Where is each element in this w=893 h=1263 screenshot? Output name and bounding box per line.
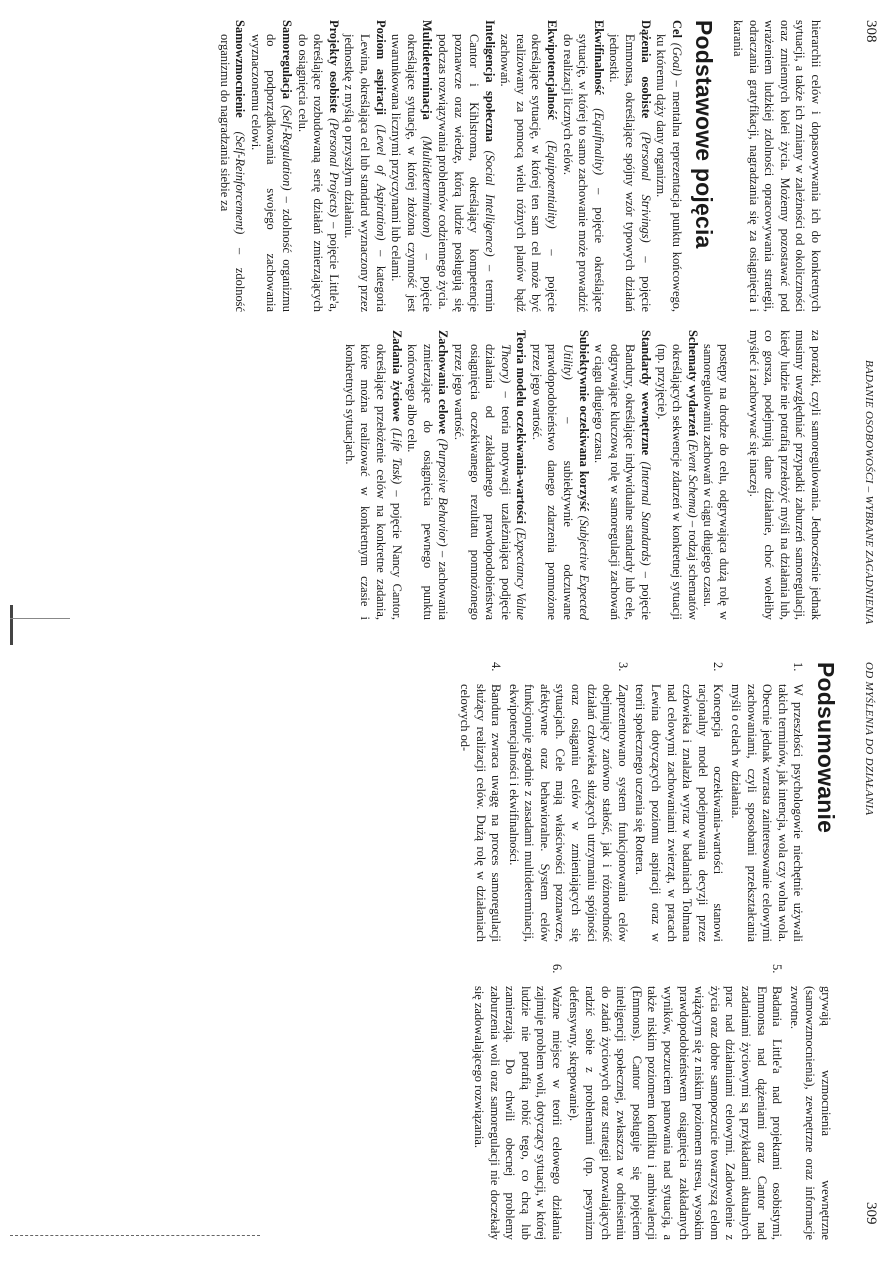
glossary-definition: – teoria motywacji uzależniająca podjęcie działania od zakładanego prawdopodobieństwa osiągnięcia oczekiwanego rezultatu pomnożonego przez jego wartość. xyxy=(451,344,513,620)
summary-item-text: Zaprezentowano system funkcjonowania celów obejmujący zarówno stałość, jak i różnorodność działań człowieka służących utrzymaniu spójności oraz osiąganiu celów w zmieniających się sytuacjach. Cele mają właściwości poznawcze, afektywne oraz behawioralne. System celów funkcjonuje zgodnie z zasadami multideterminacji, ekwipotencjalności i ekwifinalności. xyxy=(506,684,630,942)
summary-item xyxy=(632,662,726,942)
glossary-entry xyxy=(341,20,388,312)
glossary-definition: – pojęcie określające sytuację, w której złożona czynność jest uwarunkowana licznymi przyczynami lub celami. xyxy=(389,34,435,312)
summary-item-text: W przeszłości psychologowie niechętnie używali takich terminów, jak intencja, wola czy wolna wola. Obecnie jednak wzrasta zainteresowanie celowymi zachowaniami, czyli sposobami przekształcania myśli o celach w działania. xyxy=(729,684,806,942)
glossary-term: Schematy wydarzeń xyxy=(685,330,700,437)
glossary-entry xyxy=(216,20,247,312)
summary-list-right xyxy=(470,964,833,1240)
glossary-term: Poziom aspiracji xyxy=(373,20,388,115)
glossary-entry xyxy=(388,20,435,312)
glossary-list-right xyxy=(341,330,731,620)
glossary-definition: – pojęcie Emmonsa, określające spójny wzór typowych działań jednostki. xyxy=(607,34,653,312)
summary-item xyxy=(505,662,630,942)
glossary-definition: – pojęcie określające sytuację, w której ten sam cel może być realizowany za pomocą wielu różnych planów bądź zachowań. xyxy=(498,34,560,312)
glossary-term: Teoria modelu oczekiwania-wartości xyxy=(514,330,529,524)
glossary-definition: – termin Cantor i Kihlstroma, określający kompetencje poznawcze oraz wiedzę, którą ludzie posługują się podczas rozwiązywania problemów codziennego życia. xyxy=(435,34,497,312)
summary-item-text: Koncepcja oczekiwania-wartości stanowi racjonalny model podejmowania decyzji przez człowieka i znalazła wyraz w badaniach Tolmana nad celowymi zachowaniami zwierząt, w pracach Lewina dotyczących poziomu aspiracji oraz w teorii społecznego uczenia się Rottera. xyxy=(633,684,726,942)
glossary-definition: – zdolność organizmu do podporządkowania swojego zachowania wyznaczonemu celowi. xyxy=(248,34,294,312)
summary-item-text: Bandura zwraca uwagę na proces samoregulacji służący realizacji celów. Dużą rolę w działaniach celowych od- xyxy=(457,684,504,942)
intro-paragraph-right: za porażki, czyli samoregulowania. Jednocześnie jednak musimy uwzględniać przypadki zaburzeń samoregulacji, kiedy ludzie nie potrafią przełożyć myśli na działania lub, co gorsza, podejmują dane działanie, choć wolełiby myśleć i zachowywać się inaczej. xyxy=(746,330,823,620)
summary-item-number: 1. xyxy=(791,662,806,672)
glossary-term: Standardy wewnętrzne xyxy=(639,330,654,456)
page-309 xyxy=(0,632,893,1263)
glossary-entry xyxy=(700,330,731,620)
summary-list-left xyxy=(456,662,805,942)
summary-item xyxy=(456,662,503,942)
glossary-definition: – zdolność organizmu do nagradzania siebie za xyxy=(217,34,248,312)
glossary-english-term: (Self-Regulation) xyxy=(280,105,294,191)
glossary-english-term: (Equifinality) xyxy=(591,108,606,175)
scan-edge xyxy=(10,1235,260,1236)
page-309-left-column xyxy=(454,662,839,942)
glossary-entry xyxy=(653,20,684,312)
glossary-term: Ekwipotencjalność xyxy=(545,20,560,120)
glossary-definition: – rodzaj schematów określających sekwencje zdarzeń w konkretnej sytuacji (np. przyjęcie). xyxy=(654,344,700,620)
glossary-term: Subiektywnie oczekiwana korzyść xyxy=(576,330,591,512)
glossary-english-term: (Level of Aspiration) xyxy=(373,124,388,241)
glossary-definition: – pojęcie Nancy Cantor, określające przełożenie celów na konkretne zadania, które można realizować w konkretnym czasie i konkretnych sytuacjach. xyxy=(342,344,404,620)
glossary-definition: – subiektywnie odczuwane prawdopodobieństwo danego zdarzenia pomnożone przez jego wartość. xyxy=(529,344,576,620)
glossary-english-term: (Personal Projects) xyxy=(326,118,341,218)
glossary-term: Zachowania celowe xyxy=(436,330,451,435)
glossary-term: Samowzmocnienie xyxy=(233,20,248,118)
glossary-entry xyxy=(450,330,528,620)
glossary-entry xyxy=(497,20,559,312)
page-309-right-column xyxy=(468,964,833,1240)
glossary-entry xyxy=(528,330,590,620)
glossary-english-term: (Personal Strivings) xyxy=(638,131,653,243)
glossary-term: Dążenia osobiste xyxy=(638,20,653,119)
section-heading: Podsumowanie xyxy=(813,662,839,834)
glossary-entry xyxy=(434,20,496,312)
running-head: BADANIE OSOBOWOŚCI – WYBRANE ZAGADNIENIA xyxy=(863,360,875,625)
summary-item-text: Ważne miejsce w teorii celowego działania zajmuje problem woli, dotyczący sytuacji, w której ludzie nie potrafią robić tego, co chcą lub zamierzają. Do chwili obecnej problemy zaburzenia woli oraz samoregulacji nie doczekały się zadowalającego rozwiązania. xyxy=(471,986,564,1240)
page-number: 308 xyxy=(863,20,879,43)
glossary-entry xyxy=(404,330,451,620)
intro-paragraph-left: hierarchii celów i dopasowywania ich do konkretnych sytuacji, a także ich zmiany w zależności od okoliczności oraz zmiennych kolei życia. Możemy pozostawać pod wrażeniem ludzkiej zdolności opracowywania strategii, odraczania gratyfikacji, nagradzania się za osiągnięcia i karania xyxy=(731,20,823,312)
glossary-english-term: (Self-Reinforcement) xyxy=(233,131,248,235)
glossary-definition: – kategoria Lewina, określająca cel lub standard wyznaczony przez jednostkę z myślą o przyszłym działaniu. xyxy=(342,34,388,313)
glossary-entry xyxy=(591,330,653,620)
page-309-sheet xyxy=(0,632,893,1263)
glossary-english-term: (Internal Standards) xyxy=(639,461,654,566)
glossary-term: Ekwifinalność xyxy=(591,20,606,96)
glossary-entry xyxy=(606,20,653,312)
summary-item-number: 4. xyxy=(489,662,504,672)
page-308-left-column xyxy=(216,20,823,312)
section-heading: Podstawowe pojęcia xyxy=(691,20,718,249)
glossary-definition: – pojęcie określające sytuację, w której to samo zachowanie może prowadzić do realizacji licznych celów. xyxy=(560,34,606,312)
glossary-entry xyxy=(294,20,341,312)
summary-item-text: grywają wzmocnienia wewnętrzne (samowzmocnienia), zewnętrzne oraz informacje zwrotne. xyxy=(787,986,833,1240)
glossary-definition: – mentalna reprezentacja punktu końcowego, ku któremu dąży dany organizm. xyxy=(654,34,684,312)
glossary-definition: – pojęcie Bandury, określające indywidualne standardy lub cele, odgrywające kluczową rolę w samoregulacji zachowań w ciągu długiego czasu. xyxy=(592,344,654,620)
glossary-english-term: (Multideterminaton) xyxy=(420,136,435,238)
glossary-english-term: (Life Task) xyxy=(389,427,404,485)
glossary-term: Multideterminacja xyxy=(420,20,435,120)
summary-item xyxy=(470,964,564,1240)
glossary-term: Inteligencja społeczna xyxy=(482,20,497,142)
glossary-english-term: (Equipotentiality) xyxy=(545,140,560,229)
summary-item-number: 3. xyxy=(615,662,630,672)
glossary-english-term: (Expectancy Value Theory) xyxy=(498,344,529,620)
glossary-term: Samoregulacja xyxy=(280,20,294,99)
page-number: 309 xyxy=(863,1202,879,1225)
glossary-definition: postępy na drodze do celu, odgrywająca dużą rolę w samoregulowaniu zachowań w ciągu długiego czasu. xyxy=(701,344,732,620)
glossary-english-term: (Subjective Expected Utility) xyxy=(561,344,591,620)
scan-artifact-line xyxy=(10,618,70,619)
glossary-entry xyxy=(247,20,294,312)
glossary-entry xyxy=(559,20,606,312)
summary-item xyxy=(566,964,784,1240)
glossary-term: Zadania życiowe xyxy=(389,330,404,422)
running-head: OD MYŚLENIA DO DZIAŁANIA xyxy=(863,662,875,816)
glossary-english-term: (Social Intelligence) xyxy=(482,150,497,257)
glossary-term: Projekty osobiste xyxy=(326,20,341,113)
glossary-term: Cel xyxy=(669,20,684,38)
glossary-entry xyxy=(341,330,403,620)
summary-item-number: 5. xyxy=(770,964,785,974)
summary-item xyxy=(727,662,805,942)
glossary-list-left xyxy=(216,20,684,312)
glossary-entry xyxy=(653,330,700,620)
glossary-definition: – zachowania zmierzające do osiągnięcia pewnego punktu końcowego albo celu. xyxy=(405,344,451,620)
page-308-right-column xyxy=(341,330,823,620)
summary-item xyxy=(786,964,833,1240)
glossary-english-term: (Event Schema) xyxy=(685,439,700,518)
glossary-definition: – pojęcie Little'a, określające rozbudowaną serię działań zmierzających do osiągnięcia celu. xyxy=(295,34,341,312)
summary-item-number: 6. xyxy=(549,964,564,974)
glossary-english-term: (Purposive Behavior) xyxy=(436,438,451,547)
glossary-english-term: (Goal) xyxy=(669,42,684,76)
summary-item-number: 2. xyxy=(711,662,726,672)
summary-item-text: Badania Little'a nad projektami osobistymi, Emmonsa nad dążeniami oraz Cantor nad zadaniami życiowymi są przykładami aktualnych prac nad działaniami celowymi. Zadowolenie z życia oraz dobre samopoczucie towarzyszą celom wiążącym się z niskim poziomem stresu, wysokim prawdopodobieństwem osiągnięcia zakładanych wyników, poczuciem panowania nad sytuacją, a także niskim poziomem konfliktu i ambiwalencji (Emmons). Cantor posługuje się pojęciem inteligencji społecznej, zwłaszcza w odniesieniu do zadań życiowych oraz strategii pozwalających radzić sobie z problemami (np. pesymizm defensywny, skrępowanie). xyxy=(567,986,785,1240)
